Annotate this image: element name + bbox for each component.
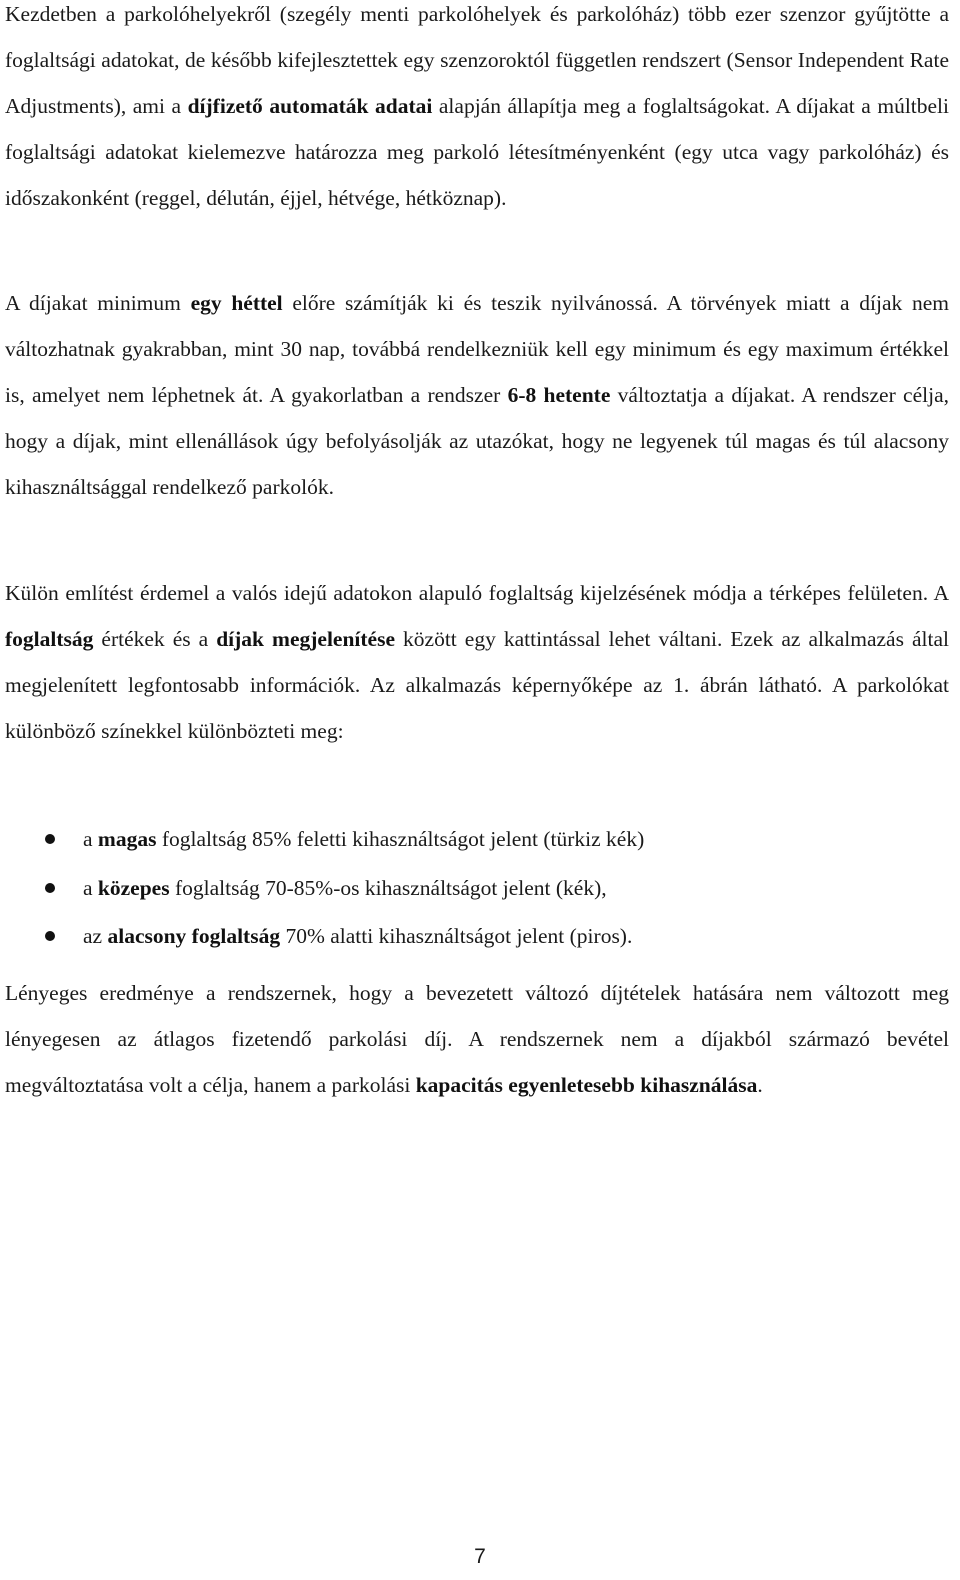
list-item — [5, 912, 949, 961]
text-run: foglaltság 70-85%-os kihasználtságot jelent (kék), — [169, 875, 607, 900]
text-run: az — [83, 924, 108, 948]
list-item — [5, 815, 949, 864]
text-run: Külön említést érdemel a valós idejű adatokon alapuló foglaltság kijelzésének módja a térképes felületen. A — [5, 581, 949, 605]
bold-run: közepes — [97, 875, 170, 900]
text-run: változtatja a díjakat. A rendszer célja, hogy a díjak, mint ellenállások úgy befolyásolják az utazókat, hogy ne legyenek túl magas és túl alacsony kihasználtsággal rendelkező parkolók. — [5, 383, 949, 499]
bullet-icon — [45, 931, 55, 941]
text-run: a — [83, 875, 98, 900]
occupancy-color-list — [5, 815, 949, 961]
page-number: 7 — [474, 1545, 486, 1568]
text-run: 70% alatti kihasználtságot jelent (piros). — [280, 924, 633, 948]
bold-run: díjak megjelenítése — [216, 627, 396, 651]
list-item — [5, 864, 949, 913]
bold-run: egy héttel — [190, 291, 283, 315]
text-run: Lényeges eredménye a rendszernek, hogy a bevezetett változó díjtételek hatására nem változott meg lényegesen az átlagos fizetendő parkolási díj. A rendszernek nem a díjakból származó bevétel megváltoztatása volt a célja, hanem a parkolási — [5, 981, 949, 1097]
bullet-icon — [45, 834, 55, 844]
bold-run: díjfizető automaták adatai — [187, 94, 433, 118]
bullet-icon — [45, 883, 55, 893]
bold-run: alacsony foglaltság — [107, 924, 281, 948]
text-run: Kezdetben a parkolóhelyekről (szegély menti parkolóhelyek és parkolóház) több ezer szenzor gyűjtötte a foglaltsági adatokat, de később kifejlesztettek egy szenzoroktól független rendszert (Sensor Independent Rate Adjustments), ami a — [5, 2, 949, 118]
text-run: a — [83, 827, 98, 851]
paragraph-map-display — [5, 570, 949, 754]
paragraph-results — [5, 970, 949, 1108]
bold-run: kapacitás egyenletesebb kihasználása — [415, 1073, 758, 1097]
text-run: értékek és a — [93, 627, 217, 651]
bold-run: foglaltság — [5, 627, 94, 651]
text-run: előre számítják ki és teszik nyilvánossá. A törvények miatt a díjak nem változhatnak gyakrabban, mint 30 nap, továbbá rendelkezniük kell egy minimum és egy maximum értékkel is, amelyet nem léphetnek át. A gyakorlatban a rendszer — [5, 291, 949, 407]
text-run: alapján állapítja meg a foglaltságokat. A díjakat a múltbeli foglaltsági adatokat kielemezve határozza meg parkoló létesítményenként (egy utca vagy parkolóház) és időszakonként (reggel, délután, éjjel, hétvége, hétköznap). — [5, 94, 950, 210]
text-run: A díjakat minimum — [5, 291, 191, 315]
bold-run: 6-8 hetente — [507, 383, 611, 407]
text-run: . — [757, 1073, 763, 1097]
text-run: között egy kattintással lehet váltani. Ezek az alkalmazás által megjelenített legfontosabb információk. Az alkalmazás képernyőképe az 1. ábrán látható. A parkolókat különböző színekkel különbözteti meg: — [5, 627, 950, 743]
text-run: foglaltság 85% feletti kihasználtságot jelent (türkiz kék) — [156, 827, 645, 851]
paragraph-rate-rules — [5, 280, 949, 510]
bold-run: magas — [97, 827, 157, 851]
paragraph-sensor-system — [5, 0, 949, 221]
